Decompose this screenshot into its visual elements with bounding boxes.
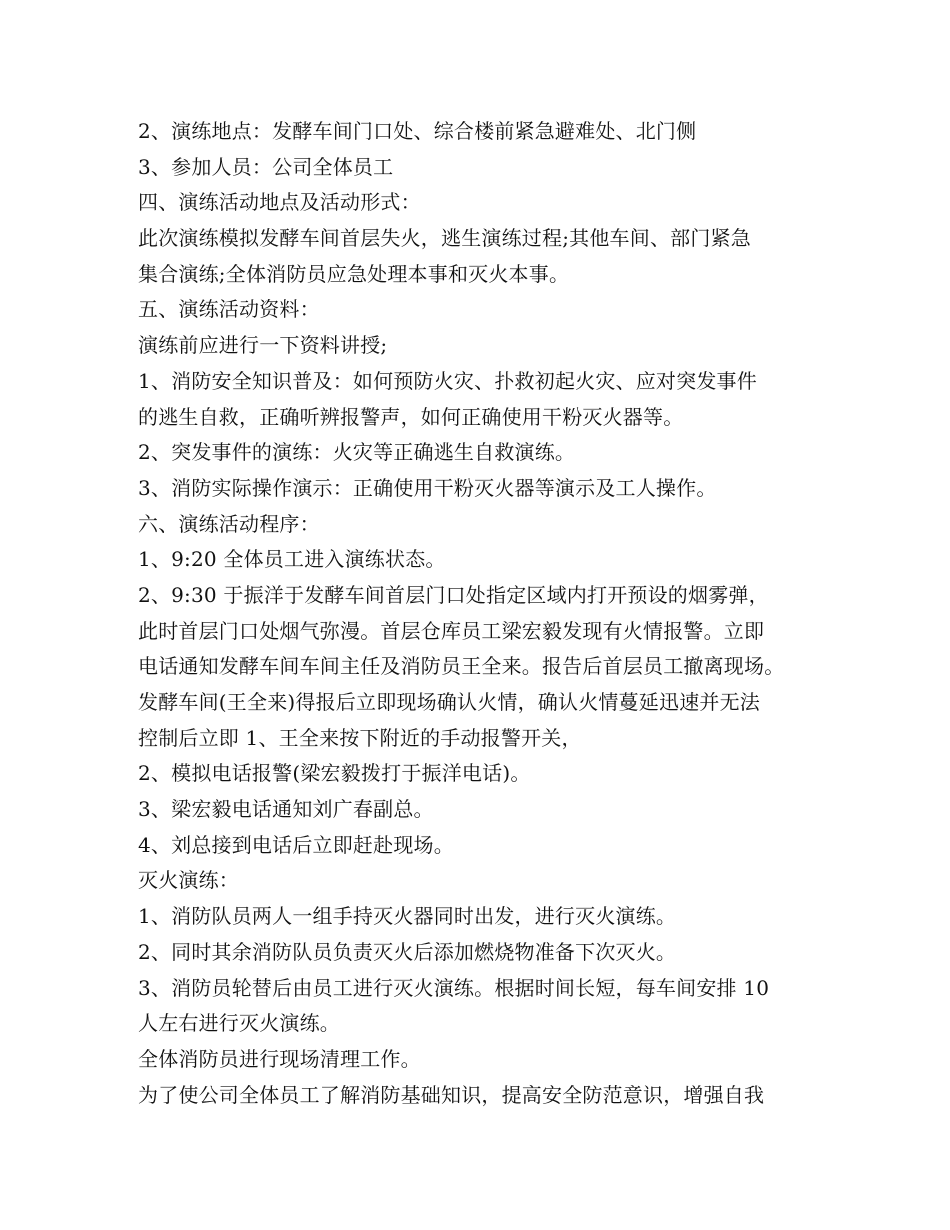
- section-heading: 四、演练活动地点及活动形式：: [138, 190, 421, 215]
- text-line: 1、消防安全知识普及：如何预防火灾、扑救初起火灾、应对突发事件: [138, 368, 757, 393]
- text-line: 2、模拟电话报警(梁宏毅拨打于振洋电话)。: [138, 761, 531, 786]
- text-line: 电话通知发酵车间车间主任及消防员王全来。报告后首层员工撤离现场。: [138, 654, 785, 679]
- text-line: 3、消防实际操作演示：正确使用干粉灭火器等演示及工人操作。: [138, 475, 717, 500]
- text-line: 3、参加人员：公司全体员工: [138, 154, 394, 179]
- text-line: 集合演练;全体消防员应急处理本事和灭火本事。: [138, 261, 570, 286]
- text-line: 的逃生自救，正确听辨报警声，如何正确使用干粉灭火器等。: [138, 404, 684, 429]
- text-line: 1、消防队员两人一组手持灭火器同时出发，进行灭火演练。: [138, 904, 677, 929]
- document-body: [138, 114, 818, 1113]
- text-line: 2、9:30 于振洋于发酵车间首层门口处指定区域内打开预设的烟雾弹，: [138, 582, 769, 607]
- text-line: 2、演练地点：发酵车间门口处、综合楼前紧急避难处、北门侧: [138, 119, 697, 143]
- section-heading: 六、演练活动程序：: [138, 511, 320, 536]
- text-line: 2、突发事件的演练：火灾等正确逃生自救演练。: [138, 440, 576, 465]
- text-line: 人左右进行灭火演练。: [138, 1011, 340, 1036]
- text-line: 为了使公司全体员工了解消防基础知识，提高安全防范意识，增强自我: [138, 1082, 765, 1107]
- text-line: 此次演练模拟发酵车间首层失火，逃生演练过程;其他车间、部门紧急: [138, 226, 751, 251]
- text-line: 3、消防员轮替后由员工进行灭火演练。根据时间长短，每车间安排 10: [138, 975, 770, 1000]
- text-line: 3、梁宏毅电话通知刘广春副总。: [138, 797, 434, 822]
- section-heading: 五、演练活动资料：: [138, 297, 320, 322]
- text-line: 4、刘总接到电话后立即赶赴现场。: [138, 832, 454, 857]
- text-line: 全体消防员进行现场清理工作。: [138, 1046, 421, 1071]
- text-line: 控制后立即 1、王全来按下附近的手动报警开关，: [138, 725, 582, 750]
- text-line: 2、同时其余消防队员负责灭火后添加燃烧物准备下次灭火。: [138, 939, 677, 964]
- text-line: 发酵车间(王全来)得报后立即现场确认火情，确认火情蔓延迅速并无法: [138, 690, 761, 714]
- text-line: 此时首层门口处烟气弥漫。首层仓库员工梁宏毅发现有火情报警。立即: [138, 618, 765, 643]
- text-line: 演练前应进行一下资料讲授;: [138, 333, 388, 358]
- text-line: 1、9:20 全体员工进入演练状态。: [138, 547, 446, 572]
- section-heading: 灭火演练：: [138, 868, 239, 893]
